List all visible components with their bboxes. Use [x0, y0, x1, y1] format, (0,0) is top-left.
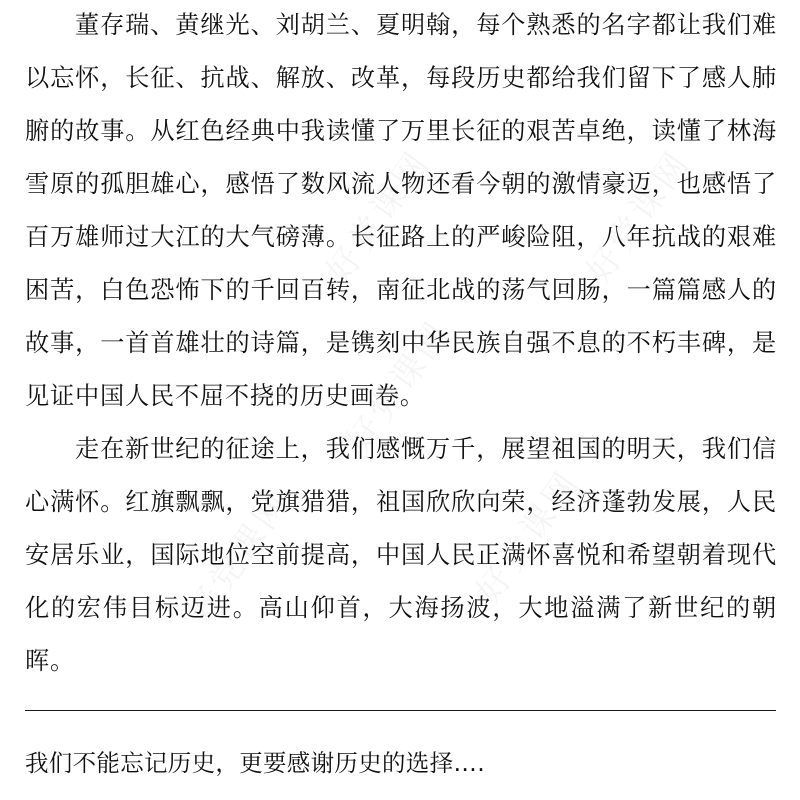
footer-text: 我们不能忘记历史，更要感谢历史的选择…. — [25, 749, 485, 777]
horizontal-divider — [25, 710, 776, 711]
document-body — [25, 0, 777, 688]
paragraph-2: 走在新世纪的征途上，我们感慨万千，展望祖国的明天，我们信心满怀。红旗飘飘，党旗猎猎，祖国欣欣向荣，经济蓬勃发展，人民安居乐业，国际地位空前提高，中国人民正满怀喜悦和希望朝着现代化的宏伟目标迈进。高山仰首，大海扬波，大地溢满了新世纪的朝晖。 — [25, 435, 777, 675]
paragraph-1: 董存瑞、黄继光、刘胡兰、夏明翰，每个熟悉的名字都让我们难以忘怀，长征、抗战、解放、改革，每段历史都给我们留下了感人肺腑的故事。从红色经典中我读懂了万里长征的艰苦卓绝，读懂了林海雪原的孤胆雄心，感悟了数风流人物还看今朝的激情豪迈，也感悟了百万雄师过大江的大气磅薄。长征路上的严峻险阻，八年抗战的艰难困苦，白色恐怖下的千回百转，南征北战的荡气回肠，一篇篇感人的故事，一首首雄壮的诗篇，是镌刻中华民族自强不息的不朽丰碑，是见证中国人民不屈不挠的历史画卷。 — [25, 11, 777, 410]
